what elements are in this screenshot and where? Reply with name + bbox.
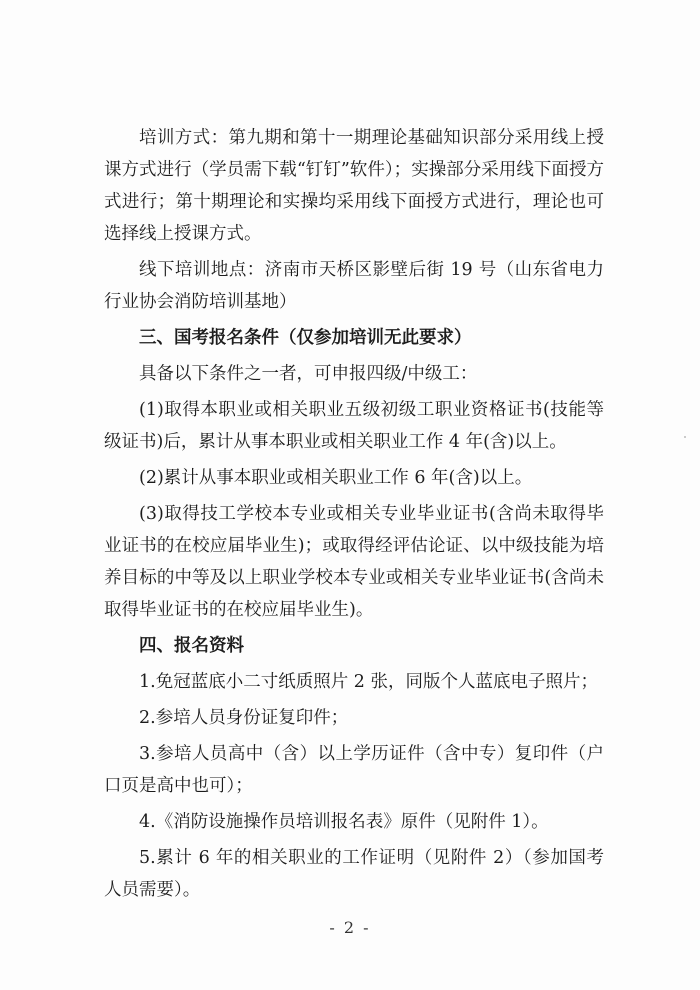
paragraph-material-1: 1.免冠蓝底小二寸纸质照片 2 张，同版个人蓝底电子照片；	[139, 672, 598, 692]
paragraph-material-3: 3.参培人员高中（含）以上学历证件（含中专）复印件（户口页是高中也可）；	[104, 744, 604, 796]
paragraph-training-location: 线下培训地点：济南市天桥区影壁后街 19 号（山东省电力行业协会消防培训基地）	[104, 260, 604, 312]
paragraph-material-4: 4.《消防设施操作员培训报名表》原件（见附件 1）。	[139, 812, 549, 832]
page-number: - 2 -	[329, 918, 371, 937]
paragraph-conditions-intro: 具备以下条件之一者，可申报四级/中级工：	[139, 364, 478, 384]
section-four-heading: 四、报名资料	[139, 636, 244, 656]
paragraph-condition-1: (1)取得本职业或相关职业五级初级工职业资格证书(技能等级证书)后，累计从事本职业或相关职业工作 4 年(含)以上。	[104, 400, 604, 452]
document-body	[104, 122, 604, 910]
paragraph-material-5: 5.累计 6 年的相关职业的工作证明（见附件 2）（参加国考人员需要）。	[104, 848, 604, 900]
paragraph-training-method: 培训方式：第九期和第十一期理论基础知识部分采用线上授课方式进行（学员需下载“钉钉”软件）；实操部分采用线下面授方式进行；第十期理论和实操均采用线下面授方式进行，理论也可选择线上授课方式。	[104, 128, 604, 244]
paragraph-condition-2: (2)累计从事本职业或相关职业工作 6 年(含)以上。	[139, 468, 533, 488]
scan-speck	[684, 436, 686, 438]
section-three-heading: 三、国考报名条件（仅参加培训无此要求）	[139, 328, 472, 348]
paragraph-material-2: 2.参培人员身份证复印件；	[139, 708, 349, 728]
paragraph-condition-3: (3)取得技工学校本专业或相关专业毕业证书(含尚未取得毕业证书的在校应届毕业生)；或取得经评估论证、以中级技能为培养目标的中等及以上职业学校本专业或相关专业毕业证书(含尚未取得毕业证书的在校应届毕业生)。	[104, 504, 604, 620]
